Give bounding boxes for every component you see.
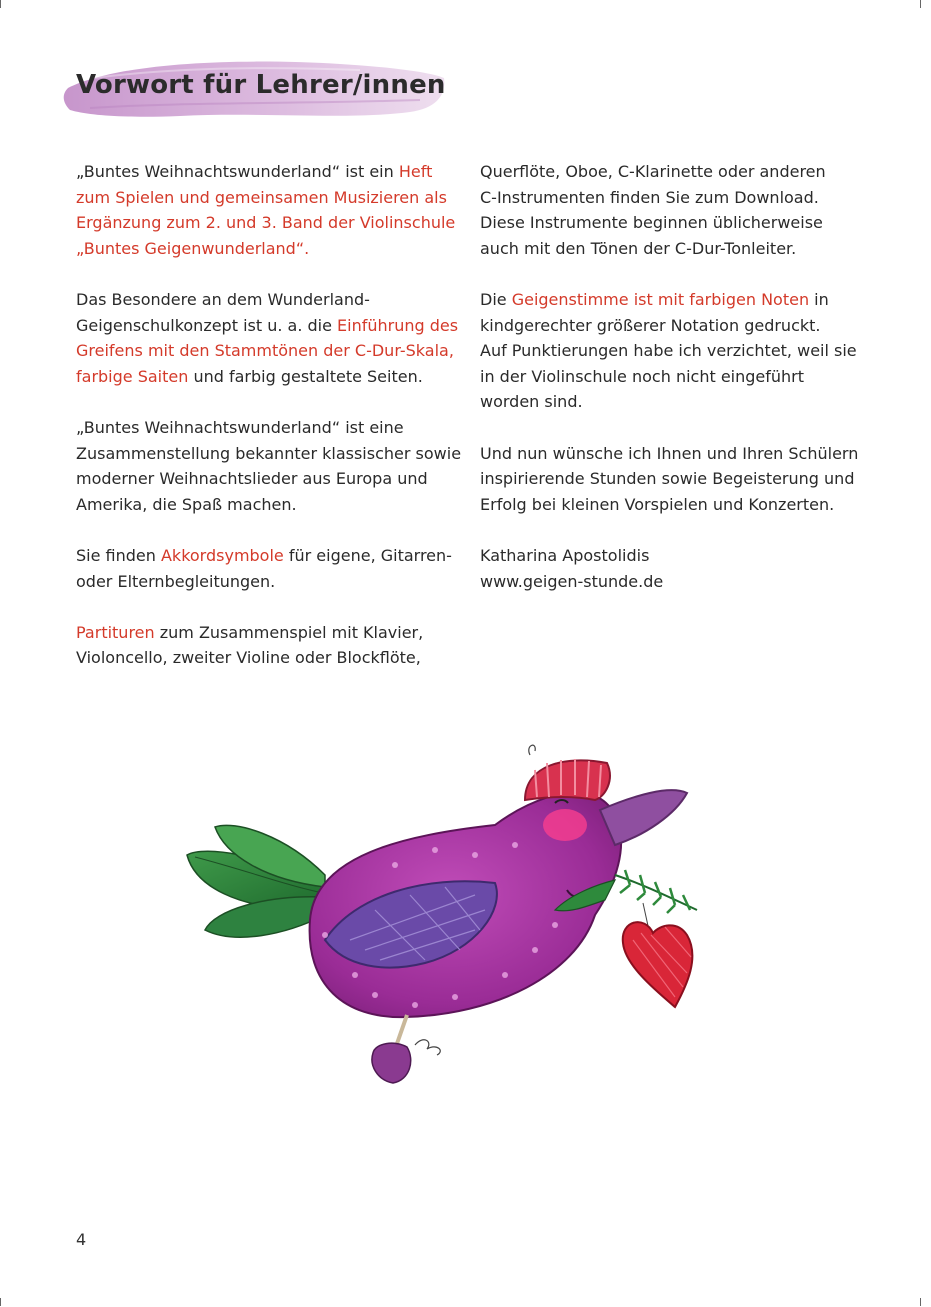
highlight-text: Partituren: [76, 622, 155, 642]
paragraph-scores: [76, 620, 466, 671]
paragraph-wishes: [480, 441, 870, 518]
crop-mark: [920, 0, 921, 8]
text: worden sind.: [480, 392, 583, 412]
text: Geigenschulkonzept ist u. a. die: [76, 315, 338, 335]
highlight-text: Geigenstimme ist mit farbigen Noten: [511, 289, 810, 309]
tail-leaves: [187, 825, 325, 937]
foot-curl: [415, 1040, 440, 1055]
signature: [480, 543, 870, 594]
text: Amerika, die Spaß machen.: [76, 494, 297, 514]
highlight-text: Akkordsymbole: [160, 545, 284, 565]
highlight-text: „Buntes Geigenwunderland“.: [76, 238, 310, 258]
text: Violoncello, zweiter Violine oder Blockflöte,: [76, 648, 421, 668]
text: für eigene, Gitarren-: [283, 545, 452, 565]
text: C-Instrumenten finden Sie zum Download.: [480, 187, 819, 207]
text: Diese Instrumente beginnen üblicherweise: [480, 213, 823, 233]
highlight-text: farbige Saiten: [76, 366, 189, 386]
text: moderner Weihnachtslieder aus Europa und: [76, 469, 428, 489]
page-title: Vorwort für Lehrer/innen: [76, 70, 446, 100]
text: „Buntes Weihnachtswunderland“ ist eine: [76, 417, 404, 437]
text: Und nun wünsche ich Ihnen und Ihren Schülern: [480, 443, 859, 463]
paragraph-instruments: [480, 159, 870, 261]
text: inspirierende Stunden sowie Begeisterung und: [480, 469, 855, 489]
paragraph-songs: [76, 415, 466, 517]
bird-foot: [372, 1043, 411, 1083]
text: „Buntes Weihnachtswunderland“ ist ein: [76, 162, 399, 181]
text: zum Zusammenspiel mit Klavier,: [154, 622, 424, 642]
text: Auf Punktierungen habe ich verzichtet, weil sie: [480, 341, 857, 361]
author-name: Katharina Apostolidis: [480, 545, 650, 565]
page-number: 4: [76, 1230, 87, 1249]
highlight-text: Greifens mit den Stammtönen der C-Dur-Skala,: [76, 341, 454, 361]
paragraph-intro: [76, 159, 466, 261]
bird-illustration: [175, 735, 715, 1105]
text: und farbig gestaltete Seiten.: [188, 366, 423, 386]
left-column: [76, 159, 466, 696]
heart-icon: [623, 922, 693, 1007]
highlight-text: Heft: [398, 162, 433, 181]
paragraph-notation: [480, 287, 870, 415]
crop-mark: [920, 1298, 921, 1306]
text: Erfolg bei kleinen Vorspielen und Konzerten.: [480, 494, 835, 514]
text: Zusammenstellung bekannter klassischer sowie: [76, 443, 462, 463]
highlight-text: zum Spielen und gemeinsamen Musizieren als: [76, 187, 447, 207]
title-block: [60, 50, 450, 130]
right-column: [480, 159, 870, 620]
text: Sie finden: [76, 545, 161, 565]
text: kindgerechter größerer Notation gedruckt.: [480, 315, 821, 335]
paragraph-concept: [76, 287, 466, 389]
text: Querflöte, Oboe, C-Klarinette oder anderen: [480, 162, 826, 181]
crop-mark: [0, 0, 1, 8]
bird-beak: [600, 790, 687, 845]
text: in der Violinschule noch nicht eingeführt: [480, 366, 805, 386]
highlight-text: Einführung des: [337, 315, 459, 335]
highlight-text: Ergänzung zum 2. und 3. Band der Violinschule: [76, 213, 456, 233]
text: auch mit den Tönen der C-Dur-Tonleiter.: [480, 238, 797, 258]
bird-cheek: [543, 809, 587, 841]
text: oder Elternbegleitungen.: [76, 571, 276, 591]
hat-curl: [529, 745, 535, 755]
paragraph-chords: [76, 543, 466, 594]
text: in: [809, 289, 829, 309]
text: Die: [480, 289, 512, 309]
crop-mark: [0, 1298, 1, 1306]
text: Das Besondere an dem Wunderland-: [76, 289, 370, 309]
author-website: www.geigen-stunde.de: [480, 571, 664, 591]
